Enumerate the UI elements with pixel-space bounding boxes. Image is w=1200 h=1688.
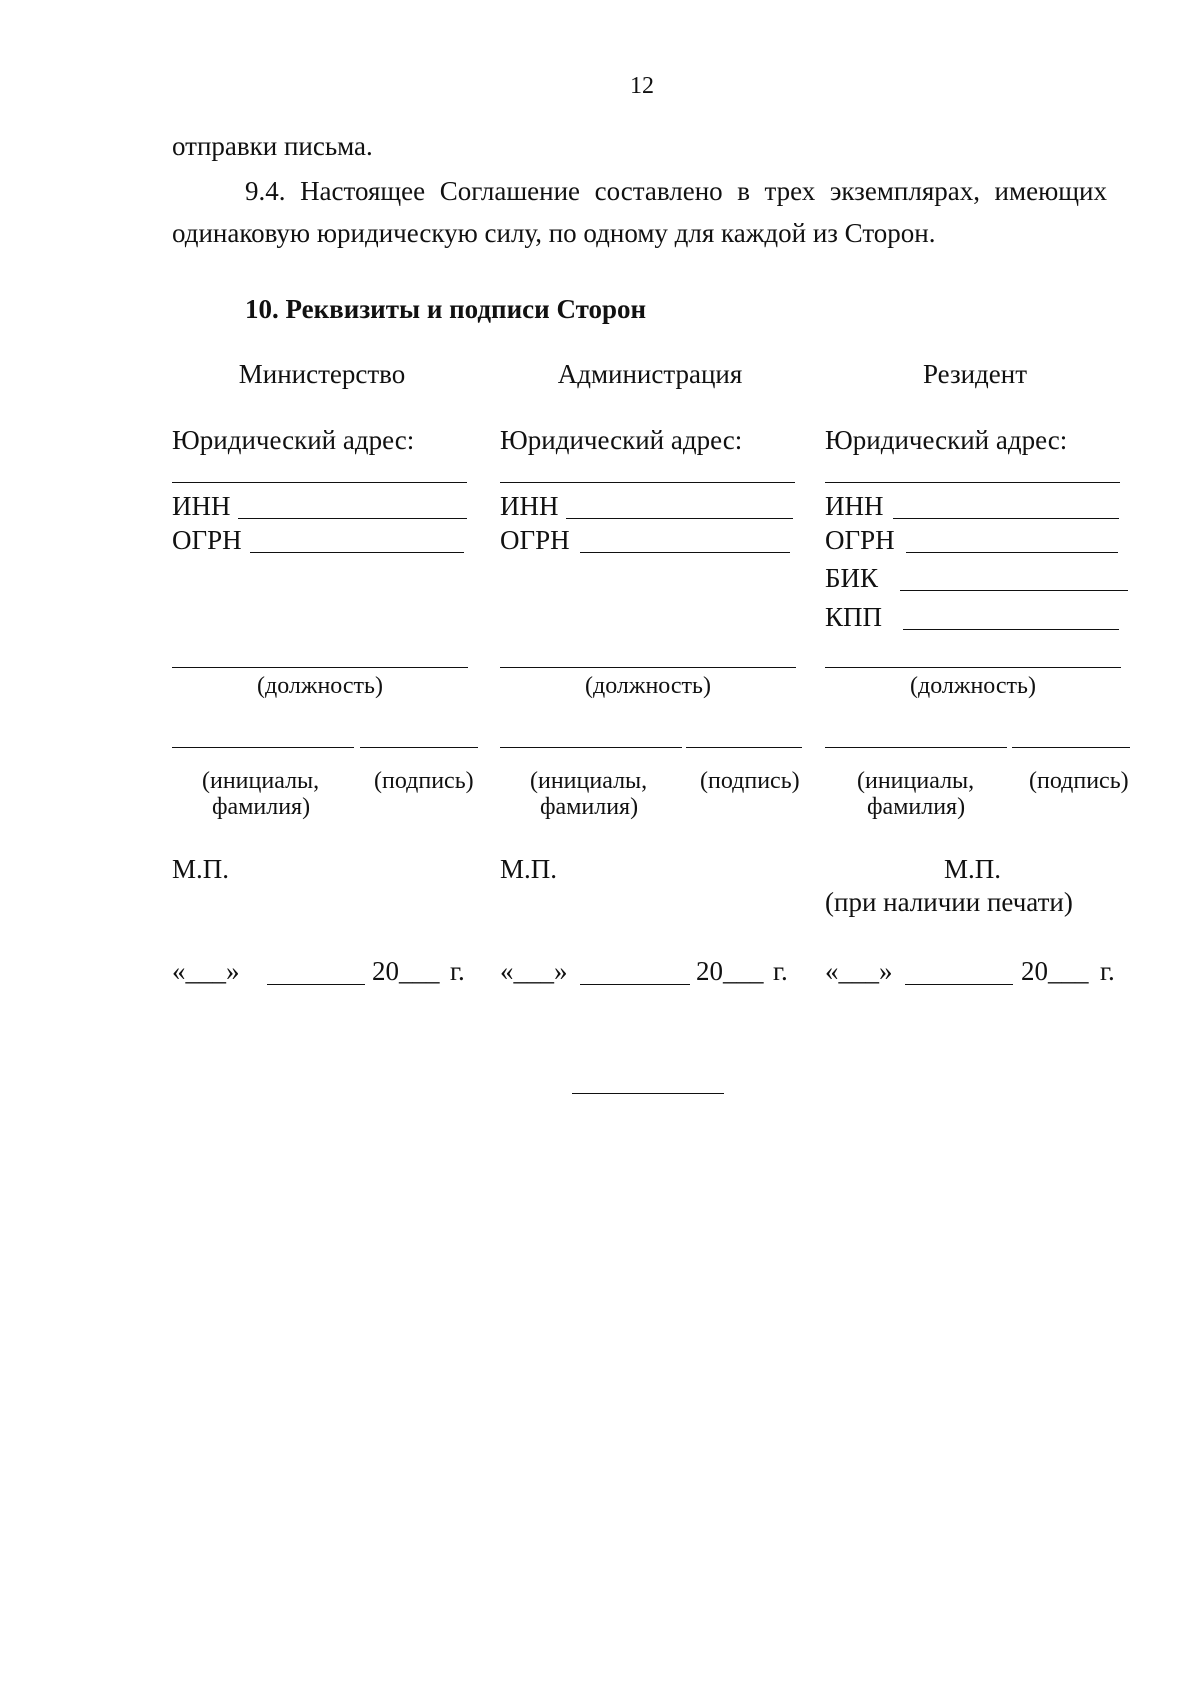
- party-name: Администрация: [557, 359, 743, 389]
- position-line[interactable]: [172, 667, 468, 668]
- bik-label: БИК: [825, 563, 879, 593]
- date-year[interactable]: 20___: [372, 956, 440, 986]
- inn-field[interactable]: [893, 518, 1119, 519]
- signature-caption: (подпись): [374, 768, 474, 794]
- inn-field[interactable]: [566, 518, 793, 519]
- date-day[interactable]: «___»: [825, 956, 893, 986]
- date-year[interactable]: 20___: [696, 956, 764, 986]
- address-label: Юридический адрес:: [500, 425, 743, 455]
- date-suffix: г.: [1100, 956, 1115, 986]
- paragraph-9-4-line1: 9.4. Настоящее Соглашение составлено в трех экземплярах, имеющих: [245, 176, 1107, 206]
- ogrn-label: ОГРН: [172, 525, 242, 555]
- date-day[interactable]: «___»: [500, 956, 568, 986]
- position-caption: (должность): [910, 673, 1036, 699]
- text-continuation: отправки письма.: [172, 131, 373, 161]
- stamp-label: М.П.: [172, 854, 230, 884]
- date-day[interactable]: «___»: [172, 956, 240, 986]
- initials-line[interactable]: [500, 747, 682, 748]
- signature-line[interactable]: [360, 747, 478, 748]
- bik-field[interactable]: [900, 590, 1128, 591]
- inn-label: ИНН: [500, 491, 559, 521]
- surname-caption: фамилия): [212, 794, 311, 820]
- date-suffix: г.: [450, 956, 465, 986]
- stamp-note: (при наличии печати): [825, 887, 1073, 917]
- date-month-field[interactable]: [580, 984, 690, 985]
- inn-field[interactable]: [238, 518, 467, 519]
- surname-caption: фамилия): [540, 794, 639, 820]
- signature-line[interactable]: [1012, 747, 1130, 748]
- signature-line[interactable]: [686, 747, 802, 748]
- position-line[interactable]: [825, 667, 1121, 668]
- stamp-label: М.П.: [500, 854, 558, 884]
- address-label: Юридический адрес:: [825, 425, 1068, 455]
- inn-label: ИНН: [172, 491, 231, 521]
- paragraph-9-4-line2: одинаковую юридическую силу, по одному для каждой из Сторон.: [172, 218, 936, 248]
- kpp-label: КПП: [825, 602, 883, 632]
- ogrn-field[interactable]: [580, 552, 790, 553]
- end-separator: [572, 1093, 724, 1094]
- surname-caption: фамилия): [867, 794, 966, 820]
- inn-label: ИНН: [825, 491, 884, 521]
- section-heading: 10. Реквизиты и подписи Сторон: [245, 294, 647, 324]
- date-suffix: г.: [773, 956, 788, 986]
- ogrn-label: ОГРН: [825, 525, 895, 555]
- kpp-field[interactable]: [903, 629, 1119, 630]
- stamp-label: М.П.: [943, 854, 1001, 884]
- address-line[interactable]: [500, 482, 795, 483]
- position-caption: (должность): [585, 673, 711, 699]
- initials-line[interactable]: [825, 747, 1007, 748]
- position-line[interactable]: [500, 667, 796, 668]
- initials-caption: (инициалы,: [857, 768, 975, 794]
- initials-caption: (инициалы,: [202, 768, 320, 794]
- party-name: Резидент: [922, 359, 1028, 389]
- page-number: 12: [630, 73, 654, 99]
- date-year[interactable]: 20___: [1021, 956, 1089, 986]
- ogrn-field[interactable]: [906, 552, 1118, 553]
- initials-caption: (инициалы,: [530, 768, 648, 794]
- initials-line[interactable]: [172, 747, 354, 748]
- address-label: Юридический адрес:: [172, 425, 415, 455]
- signature-caption: (подпись): [1029, 768, 1129, 794]
- ogrn-label: ОГРН: [500, 525, 570, 555]
- party-name: Министерство: [238, 359, 406, 389]
- ogrn-field[interactable]: [250, 552, 464, 553]
- address-line[interactable]: [825, 482, 1120, 483]
- date-month-field[interactable]: [267, 984, 365, 985]
- signature-caption: (подпись): [700, 768, 800, 794]
- address-line[interactable]: [172, 482, 467, 483]
- date-month-field[interactable]: [905, 984, 1013, 985]
- position-caption: (должность): [257, 673, 383, 699]
